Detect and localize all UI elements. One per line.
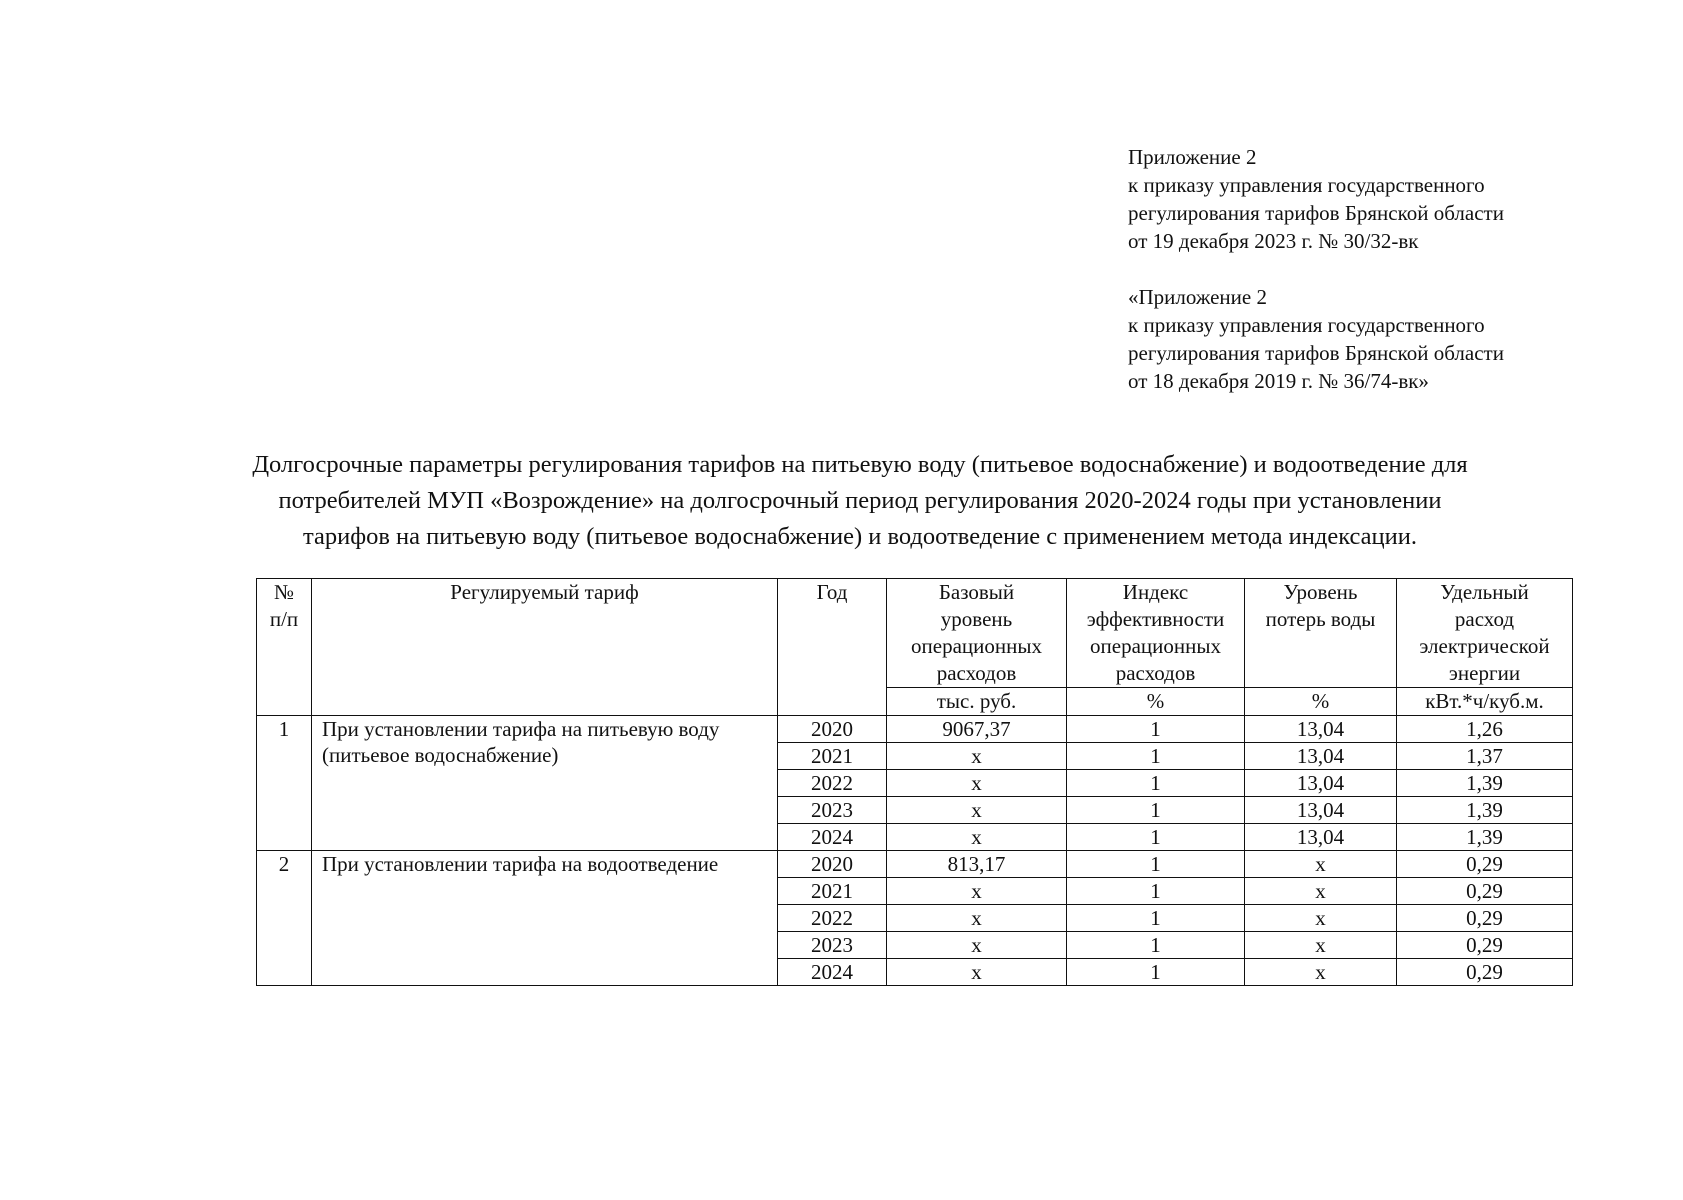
header-energy	[1397, 579, 1573, 688]
appendix-line: регулирования тарифов Брянской области	[1128, 201, 1504, 225]
header-text: электрической	[1419, 634, 1550, 658]
cell-base: 813,17	[887, 851, 1067, 878]
cell-base: х	[887, 905, 1067, 932]
cell-base: х	[887, 770, 1067, 797]
table-row	[257, 851, 1573, 878]
cell-year: 2020	[778, 716, 887, 743]
group-num: 2	[257, 851, 312, 986]
header-text: расход	[1454, 607, 1515, 631]
cell-energy: 0,29	[1397, 851, 1573, 878]
appendix-line: от 19 декабря 2023 г. № 30/32-вк	[1128, 229, 1419, 253]
appendix-line: к приказу управления государственного	[1128, 313, 1485, 337]
cell-energy: 1,37	[1397, 743, 1573, 770]
cell-index: 1	[1067, 770, 1245, 797]
header-text: операционных	[1090, 634, 1221, 658]
appendix-line: к приказу управления государственного	[1128, 173, 1485, 197]
header-text: п/п	[269, 607, 299, 631]
cell-energy: 1,39	[1397, 824, 1573, 851]
cell-year: 2022	[778, 905, 887, 932]
title-line: Долгосрочные параметры регулирования тарифов на питьевую воду (питьевое водоснабжение) и водоотведение для	[252, 451, 1468, 478]
cell-year: 2024	[778, 959, 887, 986]
header-text: Регулируемый тариф	[450, 580, 639, 604]
header-text: расходов	[936, 661, 1017, 685]
header-text: операционных	[911, 634, 1042, 658]
title-line: тарифов на питьевую воду (питьевое водоснабжение) и водоотведение с применением метода индексации.	[302, 523, 1418, 550]
header-text: №	[273, 580, 295, 604]
cell-losses: х	[1245, 851, 1397, 878]
header-tariff	[312, 579, 778, 716]
cell-losses: х	[1245, 932, 1397, 959]
cell-year: 2021	[778, 878, 887, 905]
appendix-line: от 18 декабря 2019 г. № 36/74-вк»	[1128, 369, 1429, 393]
title-line: потребителей МУП «Возрождение» на долгосрочный период регулирования 2020-2024 годы при установлении	[278, 487, 1442, 514]
cell-index: 1	[1067, 905, 1245, 932]
cell-year: 2023	[778, 932, 887, 959]
cell-base: х	[887, 932, 1067, 959]
appendix-previous	[1128, 283, 1648, 395]
cell-base: х	[887, 878, 1067, 905]
header-year	[778, 579, 887, 716]
cell-index: 1	[1067, 716, 1245, 743]
cell-index: 1	[1067, 743, 1245, 770]
unit-base: тыс. руб.	[887, 688, 1067, 716]
cell-year: 2024	[778, 824, 887, 851]
appendix-line: регулирования тарифов Брянской области	[1128, 341, 1504, 365]
group-tariff: При установлении тарифа на водоотведение	[312, 851, 778, 986]
header-losses	[1245, 579, 1397, 688]
unit-index: %	[1067, 688, 1245, 716]
parameters-table	[256, 578, 1573, 986]
cell-index: 1	[1067, 797, 1245, 824]
cell-index: 1	[1067, 878, 1245, 905]
cell-losses: 13,04	[1245, 716, 1397, 743]
appendix-line: «Приложение 2	[1128, 285, 1267, 309]
cell-losses: 13,04	[1245, 743, 1397, 770]
appendix-header	[1128, 143, 1648, 395]
cell-index: 1	[1067, 851, 1245, 878]
header-text: потерь воды	[1265, 607, 1376, 631]
header-text: расходов	[1115, 661, 1196, 685]
cell-base: 9067,37	[887, 716, 1067, 743]
cell-losses: 13,04	[1245, 797, 1397, 824]
cell-energy: 0,29	[1397, 959, 1573, 986]
unit-energy: кВт.*ч/куб.м.	[1397, 688, 1573, 716]
cell-year: 2022	[778, 770, 887, 797]
cell-index: 1	[1067, 824, 1245, 851]
table-header	[257, 579, 1573, 716]
cell-energy: 0,29	[1397, 878, 1573, 905]
cell-losses: х	[1245, 905, 1397, 932]
unit-losses: %	[1245, 688, 1397, 716]
cell-losses: х	[1245, 959, 1397, 986]
header-text: Базовый	[938, 580, 1015, 604]
header-text: энергии	[1448, 661, 1521, 685]
header-text: Индекс	[1122, 580, 1189, 604]
cell-base: х	[887, 743, 1067, 770]
appendix-line: Приложение 2	[1128, 145, 1257, 169]
document-title	[150, 447, 1570, 555]
header-index	[1067, 579, 1245, 688]
header-text: Уровень	[1283, 580, 1358, 604]
header-row	[257, 579, 1573, 688]
header-base	[887, 579, 1067, 688]
group-num: 1	[257, 716, 312, 851]
cell-index: 1	[1067, 959, 1245, 986]
cell-energy: 1,39	[1397, 797, 1573, 824]
header-num	[257, 579, 312, 716]
cell-year: 2021	[778, 743, 887, 770]
cell-losses: 13,04	[1245, 770, 1397, 797]
cell-energy: 1,26	[1397, 716, 1573, 743]
cell-base: х	[887, 797, 1067, 824]
cell-base: х	[887, 959, 1067, 986]
header-text: уровень	[940, 607, 1013, 631]
table-body	[257, 716, 1573, 986]
cell-year: 2023	[778, 797, 887, 824]
cell-index: 1	[1067, 932, 1245, 959]
header-text: эффективности	[1086, 607, 1225, 631]
appendix-current	[1128, 143, 1648, 255]
cell-energy: 1,39	[1397, 770, 1573, 797]
cell-year: 2020	[778, 851, 887, 878]
cell-base: х	[887, 824, 1067, 851]
group-tariff: При установлении тарифа на питьевую воду (питьевое водоснабжение)	[312, 716, 778, 851]
table-row	[257, 716, 1573, 743]
header-text: Удельный	[1440, 580, 1529, 604]
header-text: Год	[816, 580, 848, 604]
cell-losses: х	[1245, 878, 1397, 905]
cell-energy: 0,29	[1397, 905, 1573, 932]
cell-energy: 0,29	[1397, 932, 1573, 959]
cell-losses: 13,04	[1245, 824, 1397, 851]
